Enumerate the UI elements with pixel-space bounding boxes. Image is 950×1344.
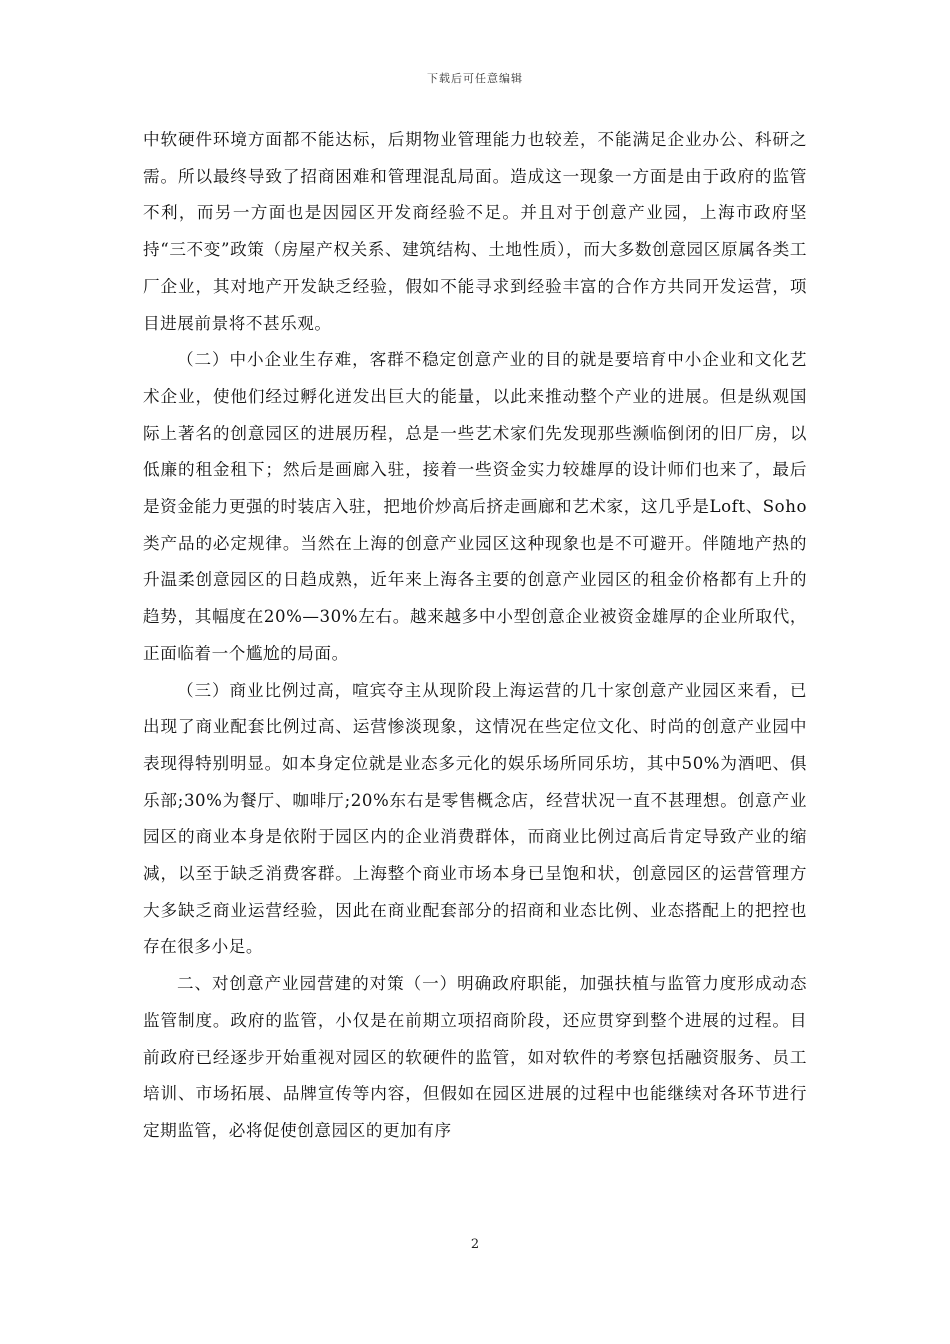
paragraph-commercial-ratio: （三）商业比例过高，喧宾夺主从现阶段上海运营的几十家创意产业园区来看，已出现了商业配套比例过高、运营惨淡现象，这情况在些定位文化、时尚的创意产业园中表现得特别明显。如本身定位就是业态多元化的娱乐场所同乐坊，其中50%为酒吧、俱乐部;30%为餐厅、咖啡厅;20%东右是零售概念店，经营状况一直不甚理想。创意产业园区的商业本身是依附于园区内的企业消费群体，而商业比例过高后肯定导致产业的缩减，以至于缺乏消费客群。上海整个商业市场本身已呈饱和状，创意园区的运营管理方大多缺乏商业运营经验，因此在商业配套部分的招商和业态比例、业态搭配上的把控也存在很多小足。 [143,680,807,957]
page-number: 2 [470,1237,480,1252]
paragraph-countermeasures: 二、对创意产业园营建的对策（一）明确政府职能，加强扶植与监管力度形成动态监管制度。政府的监管，小仅是在前期立项招商阶段，还应贯穿到整个进展的过程。目前政府已经逐步开始重视对园区的软硬件的监管，如对软件的考察包括融资服务、员工培训、市场拓展、品牌宣传等内容，但假如在园区进展的过程中也能继续对各环节进行定期监管，必将促使创意园区的更加有序 [143,974,807,1140]
paragraph-sme-survival: （二）中小企业生存难，客群不稳定创意产业的目的就是要培育中小企业和文化艺术企业，使他们经过孵化迸发出巨大的能量，以此来推动整个产业的进展。但是纵观国际上著名的创意园区的进展历程，总是一些艺术家们先发现那些濒临倒闭的旧厂房，以低廉的租金租下；然后是画廊入驻，接着一些资金实力较雄厚的设计师们也来了，最后是资金能力更强的时装店入驻，把地价炒高后挤走画廊和艺术家，这几乎是Loft、Soho类产品的必定规律。当然在上海的创意产业园区这种现象也是不可避开。伴随地产热的升温柔创意园区的日趋成熟，近年来上海各主要的创意产业园区的租金价格都有上升的趋势，其幅度在20%—30%左右。越来越多中小型创意企业被资金雄厚的企业所取代，正面临着一个尴尬的局面。 [143,350,807,663]
page-header: 下载后可任意编辑 [427,72,523,85]
paragraph-continuation: 中软硬件环境方面都不能达标，后期物业管理能力也较差，不能满足企业办公、科研之需。所以最终导致了招商困难和管理混乱局面。造成这一现象一方面是由于政府的监管不利，而另一方面也是因园区开发商经验不足。并且对于创意产业园，上海市政府坚持“三不变”政策（房屋产权关系、建筑结构、土地性质），而大多数创意园区原属各类工厂企业，其对地产开发缺乏经验，假如不能寻求到经验丰富的合作方共同开发运营，项目进展前景将不甚乐观。 [143,130,807,333]
document-body [143,122,807,1150]
